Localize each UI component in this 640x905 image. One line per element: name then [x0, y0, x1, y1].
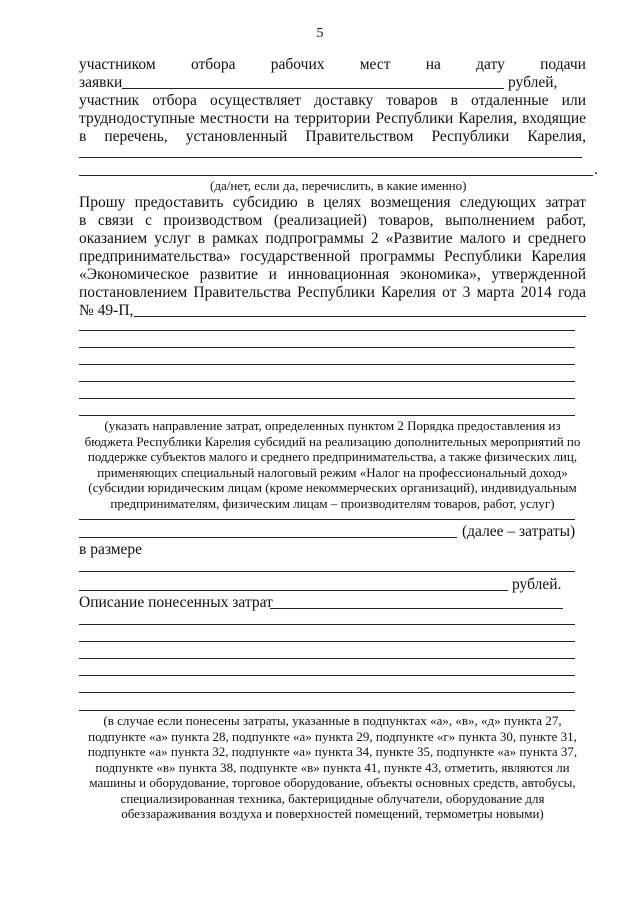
- word: участником: [79, 56, 156, 73]
- note-line: предпринимателям, физическим лицам – производителям товаров, работ, услуг): [110, 495, 555, 511]
- resolution-number: № 49-П,: [79, 302, 134, 319]
- rubles-label: рублей,: [508, 74, 558, 91]
- request-line-2: в связи с производством (реализацией) товаров, выполнением работ,: [79, 212, 586, 229]
- description-field-line-0[interactable]: [270, 608, 563, 609]
- word: дату: [476, 56, 505, 73]
- amount-field-line-2[interactable]: [79, 590, 508, 591]
- description-field-line-4[interactable]: [79, 675, 575, 676]
- word: отбора: [190, 56, 236, 73]
- note-line: (субсидии юридическим лицам (кроме некоммерческих организаций), индивидуальным: [88, 480, 577, 495]
- request-line-3: оказанием услуг в рамках подпрограммы 2 «Развитие малого и среднего: [79, 230, 586, 247]
- note-line: машины и оборудование, торговое оборудование, объекты основных средств, автобусы,: [89, 775, 576, 790]
- delivery-text-2: труднодоступные местности на территории Республики Карелия, входящие: [79, 110, 586, 127]
- line-participant-words: [79, 56, 586, 74]
- delivery-field-line-1[interactable]: [79, 157, 582, 158]
- request-line-1: Прошу предоставить субсидию в целях возмещения следующих затрат: [79, 194, 586, 211]
- delivery-text-1: участник отбора осуществляет доставку товаров в отдаленные или: [79, 92, 586, 109]
- request-line-4: предпринимательства» государственной программы Республики Карелия: [79, 248, 586, 265]
- note-line: (в случае если понесены затраты, указанные в подпунктах «а», «в», «д» пункта 27,: [103, 713, 562, 728]
- note-line: бюджета Республики Карелия субсидий на реализацию дополнительных мероприятий по: [84, 433, 581, 449]
- period-mark: .: [594, 161, 598, 178]
- expense-field-line-5[interactable]: [79, 398, 575, 399]
- description-field-line-1[interactable]: [79, 624, 575, 625]
- expense-extra-line-1[interactable]: [79, 519, 575, 520]
- description-label: Описание понесенных затрат: [79, 594, 273, 611]
- expense-field-line-6[interactable]: [79, 415, 575, 416]
- word: мест: [359, 56, 391, 73]
- equipment-note: [79, 713, 586, 822]
- delivery-text-3: в перечень, установленный Правительством Республики Карелия,: [79, 128, 586, 145]
- request-line-6: постановлением Правительства Республики Карелия от 3 марта 2014 года: [79, 284, 586, 301]
- description-field-line-2[interactable]: [79, 641, 575, 642]
- delivery-field-line-2[interactable]: [79, 175, 593, 176]
- note-line: подпункте «в» пункта 38, подпункте «в» пункта 41, пункте 43, отметить, являются ли: [95, 759, 570, 775]
- note-line: применяющих специальный налоговый режим «Налог на профессиональный доход»: [97, 464, 568, 480]
- expense-field-line-3[interactable]: [79, 364, 575, 365]
- expense-field-line-0[interactable]: [134, 316, 586, 317]
- description-field-line-3[interactable]: [79, 658, 575, 659]
- word: на: [425, 56, 441, 73]
- note-line: подпункте «а» пункта 32, подпункте «а» пункта 34, пункте 35, подпункте «а» пункта 37,: [87, 744, 578, 759]
- further-costs-label: (далее – затраты): [462, 523, 576, 540]
- word: рабочих: [270, 56, 325, 73]
- application-amount-field[interactable]: [122, 88, 504, 89]
- request-line-5: «Экономическое развитие и инновационная экономика», утвержденной: [79, 266, 586, 283]
- in-amount-label: в размере: [79, 541, 143, 558]
- delivery-hint: (да/нет, если да, перечислить, в какие именно): [210, 178, 467, 193]
- note-line: (указать направление затрат, определенных пунктом 2 Порядка предоставления из: [104, 418, 561, 433]
- note-line: поддержке субъектов малого и среднего предпринимательства, а также физических лиц,: [87, 449, 578, 464]
- amount-field-line-1[interactable]: [79, 571, 575, 572]
- expense-extra-line-2[interactable]: [79, 537, 457, 538]
- expense-field-line-2[interactable]: [79, 347, 575, 348]
- description-field-line-6[interactable]: [79, 710, 575, 711]
- note-line: подпункте «а» пункта 28, подпункте «а» пункта 29, подпункте «г» пункта 30, пункте 31,: [88, 728, 577, 744]
- expense-field-line-4[interactable]: [79, 381, 575, 382]
- page-number: 5: [316, 26, 324, 41]
- application-label: заявки: [79, 74, 123, 91]
- expense-note: [79, 418, 586, 511]
- description-field-line-5[interactable]: [79, 692, 575, 693]
- note-line: специализированная техника, бактерицидные облучатели, оборудование для: [120, 790, 545, 806]
- note-line: обеззараживания воздуха и поверхностей помещений, термометры новыми): [121, 806, 544, 821]
- rubles-final-label: рублей.: [512, 576, 562, 593]
- expense-field-line-1[interactable]: [79, 330, 575, 331]
- word: подачи: [540, 56, 586, 73]
